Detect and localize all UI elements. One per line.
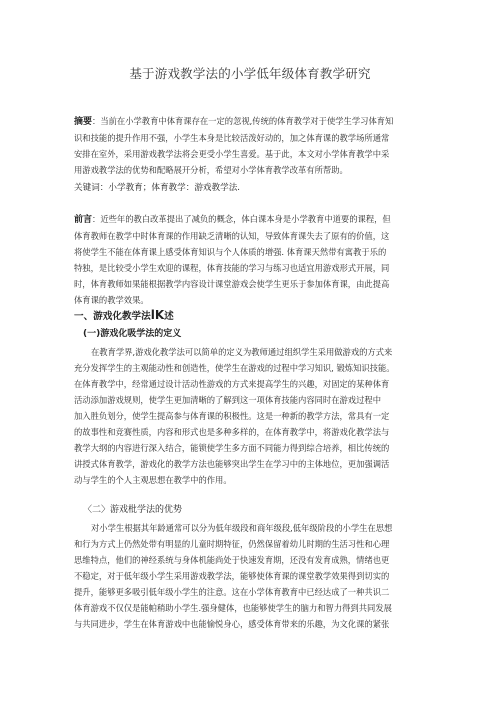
preface-line-5: 时，体育教师如果能根据教学内容设计课堂游戏会使学生更乐于参加体育课，由此提高 bbox=[74, 279, 390, 289]
abstract-line-1: 摘要：当前在小学教育中体育课存在一定的忽视,传统的体育教学对于使学生学习体育知 bbox=[74, 116, 394, 127]
subsection-2-body bbox=[74, 520, 432, 632]
sub2-line-6: 体育游戏不仅仅是能帕稍助小学生.强身健体，也能够使学生的脑力和智力得到共同发展 bbox=[74, 603, 392, 613]
preface bbox=[74, 211, 432, 308]
sub1-line-8: 讲授式体育教学，游戏化的教学方法也能够突出学生在学习中的主体地位，更加强调活 bbox=[74, 459, 390, 469]
preface-line-4: 特独，是比较受小学生欢迎的课程，体育技能的学习与练习也适宜用游戏形式开展，同 bbox=[74, 263, 390, 273]
preface-line-3: 将使学生不能在体育课上感受体育知识与个人体质的增强. 体育课天然带有寓教于乐的 bbox=[74, 247, 387, 257]
sub1-line-6: 的故事性和竞赛性质，内容和形式也是多种多样的，在体育教学中，将游戏化教学法与 bbox=[74, 427, 390, 437]
preface-label: 前言 bbox=[74, 215, 93, 225]
subsection-1-body bbox=[74, 344, 432, 488]
sub2-line-7: 与共同进步，学生在体育游戏中也能愉悦身心，感受体育带来的乐趣，为文化课的紧张 bbox=[74, 619, 390, 629]
sub1-line-9: 动与学生的个人主观思想在教学中的作用。 bbox=[74, 475, 232, 485]
preface-line-6: 体育课的教学效果。 bbox=[74, 295, 149, 305]
paper-title: 基于游戏教学法的小学低年级体育教学研究 bbox=[129, 66, 371, 81]
abstract-line-4: 用游戏教学法的优势和配略展开分析，希望对小学体育教学改革有所帮助。 bbox=[74, 165, 348, 175]
abstract-label: 摘要 bbox=[74, 117, 93, 127]
abstract-line-2: 识和技能的提升作用不强，小学生本身是比较活泼好动的，加之体育课的教学场所通常 bbox=[74, 133, 390, 143]
sub1-line-1: 在教育学界,游戏化教学法可以简单的定义为教师通过组织学生采用做游戏的方式来 bbox=[91, 347, 393, 357]
abstract-line-3: 安排在室外，采用游戏教学法将会更受小学生喜爱。基于此，本文对小学体育教学中采 bbox=[74, 149, 390, 159]
sub1-line-4: 活动添加游戏规则，使学生更加清晰的了解到这一项体育技能内容同时在游戏过程中 bbox=[74, 395, 381, 405]
sub2-line-2: 和行为方式上仍然处带有明显的儿童时期特征，仍然保留着幼儿时期的生活习性和心理 bbox=[74, 539, 390, 549]
preface-line-2: 体育教师在教学中时体育课的作用缺乏清晰的认知，导致体育课失去了原有的价值，这 bbox=[74, 231, 390, 241]
section-heading-1: 一、游戏化教学法lK述 bbox=[74, 308, 174, 322]
sub1-line-7: 教学大纲的内容进行深入结合，能锁使学生多方面不同能力得到综合培养，相比传统的 bbox=[74, 443, 390, 453]
sub2-line-4: 不稳定，对于低年级小学生采用游戏教学法，能够使体育课的课堂教学效果得到切实的 bbox=[74, 571, 390, 581]
sub2-line-1: 对小学生根据其年龄通常可以分为低年级段和商年级段,低年级阶段的小学生在思想 bbox=[91, 523, 393, 533]
subsection-heading-1: (一)游戏化吸学法的定义 bbox=[83, 329, 182, 339]
sub1-line-2: 充分发挥学生的主观能动性和创造性，使学生在游戏的过程中学习知识, 锻炼知识技能。 bbox=[74, 363, 395, 373]
sub1-line-5: 加入胜负划分，使学生提高参与体育课的积极性。这是一种新的教学方法，常具有一定 bbox=[74, 411, 390, 421]
sub2-line-5: 提升，能够更多吸引低年级小学生的注意。这在小学体育教育中已经达成了一种共识二 bbox=[74, 587, 390, 597]
sub1-line-3: 在体育教学中，经常通过设计活动性游戏的方式来提高学生的兴趣，对固定的某种体育 bbox=[74, 379, 390, 389]
subsection-heading-2: 〈二〉游戏枇学法的优势 bbox=[83, 505, 183, 515]
preface-line-1: 前言：近些年的教白改革提出了减负的概念，体白课本身是小学教育中道要的课程，但 bbox=[74, 214, 391, 225]
abstract bbox=[74, 113, 432, 178]
sub2-line-3: 思维特点，他们的神经系统与身体机能尚处于快速发育期，还没有发育成熟，情绪也更 bbox=[74, 555, 390, 565]
keywords: 关键词：小学教育；体育教学：游戏教学法. bbox=[74, 183, 241, 193]
